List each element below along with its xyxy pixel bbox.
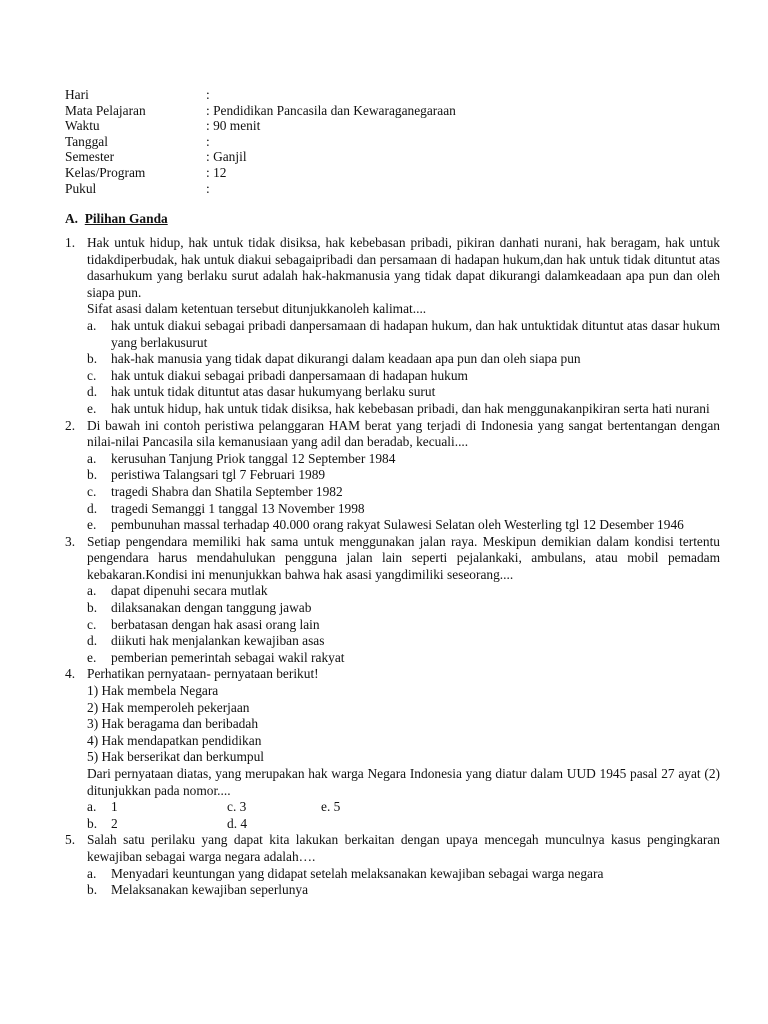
option-letter: b. [87,882,98,898]
option-text: Melaksanakan kewajiban seperlunya [111,882,309,898]
option-letter: a. [87,317,97,333]
option-text: hak untuk hidup, hak untuk tidak disiksa, hak kebebasan pribadi, dan hak menggunakanpikiran serta hati nurani [111,400,710,416]
option-text: pemberian pemerintah sebagai wakil rakyat [111,649,345,665]
question-text: Di bawah ini contoh peristiwa pelanggaran HAM berat yang terjadi di Indonesia yang sangat bertentangan dengan nilai-nilai Pancasila sila kemanusiaan yang adil dan beradab, kecuali.... [87,417,720,450]
option-text: tragedi Semanggi 1 tanggal 13 November 1998 [111,500,365,516]
option-letter: d. [87,633,98,649]
question-text: Setiap pengendara memiliki hak sama untuk menggunakan jalan raya. Meskipun demikian dalam kondisi tertentu pengendara harus mendahulukan pengguna jalan lain seperti pejalankaki, ambulans, atau mobil pemadam kebakaran.Kondisi ini menunjukkan bahwa hak asasi yangdimiliki seseorang.... [87,533,720,582]
question-number: 5. [65,832,76,848]
question-prompt: Dari pernyataan diatas, yang merupakan hak warga Negara Indonesia yang diatur dalam UUD 1945 pasal 27 ayat (2) ditunjukkan pada nomor.... [87,766,720,798]
header-value: : Pendidikan Pancasila dan Kewaraganegaraan [206,102,456,118]
question-1 [65,235,720,418]
header-value: : Ganjil [206,149,247,165]
exam-header [65,87,456,196]
question-2 [65,418,720,534]
header-value: : 90 menit [206,118,261,134]
option-a [87,451,720,468]
option-text: hak untuk diakui sebagai pribadi danpersamaan di hadapan hukum, dan hak untuktidak dituntut atas dasar hukum yang berlakusurut [111,317,720,350]
question-text: Hak untuk hidup, hak untuk tidak disiksa, hak kebebasan pribadi, pikiran danhati nurani, hak beragam, hak untuk tidakdiperbudak, hak untuk diakui sebagaipribadi dan persamaan di hadapan hukum,dan hak untuk tidak dituntut atas dasarhukum yang berlaku surut adalah hak-hakmanusia yang tidak dapat dikurangi dalamkeadaan apa pun dan oleh siapa pun. [87,235,720,300]
header-label: Mata Pelajaran [65,102,146,118]
statement-item: 5) Hak berserikat dan berkumpul [87,749,264,765]
question-number: 1. [65,235,76,250]
statement-item: 3) Hak beragama dan beribadah [87,716,259,732]
option-text: peristiwa Talangsari tgl 7 Februari 1989 [111,467,326,483]
question-number: 2. [65,417,76,433]
option-text: d. 4 [227,815,248,831]
option-letter: c. [87,367,97,383]
header-value: : 12 [206,164,227,180]
option-a [87,318,720,351]
option-letter: d. [87,384,98,400]
option-row-1 [87,799,720,816]
option-b [87,882,720,899]
option-d [87,501,720,518]
question-5 [65,832,720,898]
option-letter: d. [87,500,98,516]
header-value: : [206,133,210,149]
option-letter: e. [87,649,97,665]
option-text: 1 [111,799,118,815]
option-letter: c. [87,616,97,632]
question-number: 3. [65,533,76,549]
question-text: Perhatikan pernyataan- pernyataan berikut! [87,666,319,682]
option-e [87,401,720,418]
option-letter: a. [87,865,97,881]
option-a [87,866,720,883]
option-letter: a. [87,450,97,466]
question-3 [65,534,720,667]
option-text: dapat dipenuhi secara mutlak [111,583,268,599]
option-text: diikuti hak menjalankan kewajiban asas [111,633,325,649]
option-text: berbatasan dengan hak asasi orang lain [111,616,320,632]
option-e [87,517,720,534]
statement-item: 4) Hak mendapatkan pendidikan [87,732,262,748]
header-value: : [206,180,210,196]
option-d [87,384,720,401]
header-row-pukul [65,181,456,197]
header-label: Waktu [65,118,100,134]
option-letter: a. [87,583,97,599]
header-value: : [206,87,210,102]
option-text: hak untuk diakui sebagai pribadi danpersamaan di hadapan hukum [111,367,468,383]
option-letter: b. [87,351,98,367]
option-c [87,617,720,634]
option-text: pembunuhan massal terhadap 40.000 orang rakyat Sulawesi Selatan oleh Westerling tgl 12 Desember 1946 [111,517,684,533]
option-text: e. 5 [321,799,341,815]
option-letter: e. [87,517,97,533]
option-e [87,650,720,667]
option-letter: e. [87,400,97,416]
option-c [87,484,720,501]
option-letter: a. [87,799,97,815]
question-text: Salah satu perilaku yang dapat kita lakukan berkaitan dengan upaya mencegah munculnya kasus pengingkaran kewajiban sebagai warga negara adalah…. [87,832,720,864]
option-a [87,583,720,600]
header-row-tanggal [65,134,456,150]
header-label: Pukul [65,180,97,196]
option-letter: b. [87,600,98,616]
option-text: hak untuk tidak dituntut atas dasar hukumyang berlaku surut [111,384,436,400]
question-list [65,235,720,899]
option-d [87,633,720,650]
statement-item: 2) Hak memperoleh pekerjaan [87,699,250,715]
header-row-hari [65,87,456,103]
question-number: 4. [65,666,76,682]
option-text: dilaksanakan dengan tanggung jawab [111,600,312,616]
option-row-2 [87,816,720,833]
section-title: Pilihan Ganda [84,211,168,226]
statement-item: 1) Hak membela Negara [87,683,219,699]
option-b [87,600,720,617]
option-text: kerusuhan Tanjung Priok tanggal 12 September 1984 [111,450,396,466]
section-heading [65,211,168,228]
option-letter: b. [87,815,98,831]
option-letter: c. [87,483,97,499]
header-row-kelas [65,165,456,181]
header-label: Semester [65,149,115,165]
option-text: Menyadari keuntungan yang didapat setelah melaksanakan kewajiban sebagai warga negara [111,865,604,881]
question-prompt: Sifat asasi dalam ketentuan tersebut ditunjukkanoleh kalimat.... [87,301,427,317]
header-row-mata-pelajaran [65,103,456,119]
option-text: c. 3 [227,799,247,815]
option-text: hak-hak manusia yang tidak dapat dikurangi dalam keadaan apa pun dan oleh siapa pun [111,351,581,367]
header-row-semester [65,149,456,165]
option-text: 2 [111,815,118,831]
option-c [87,368,720,385]
option-b [87,351,720,368]
header-label: Kelas/Program [65,164,146,180]
section-letter: A. [65,211,79,226]
question-4 [65,666,720,832]
header-label: Tanggal [65,133,108,149]
option-b [87,467,720,484]
header-row-waktu [65,118,456,134]
option-text: tragedi Shabra dan Shatila September 1982 [111,483,343,499]
header-label: Hari [65,87,89,102]
option-letter: b. [87,467,98,483]
